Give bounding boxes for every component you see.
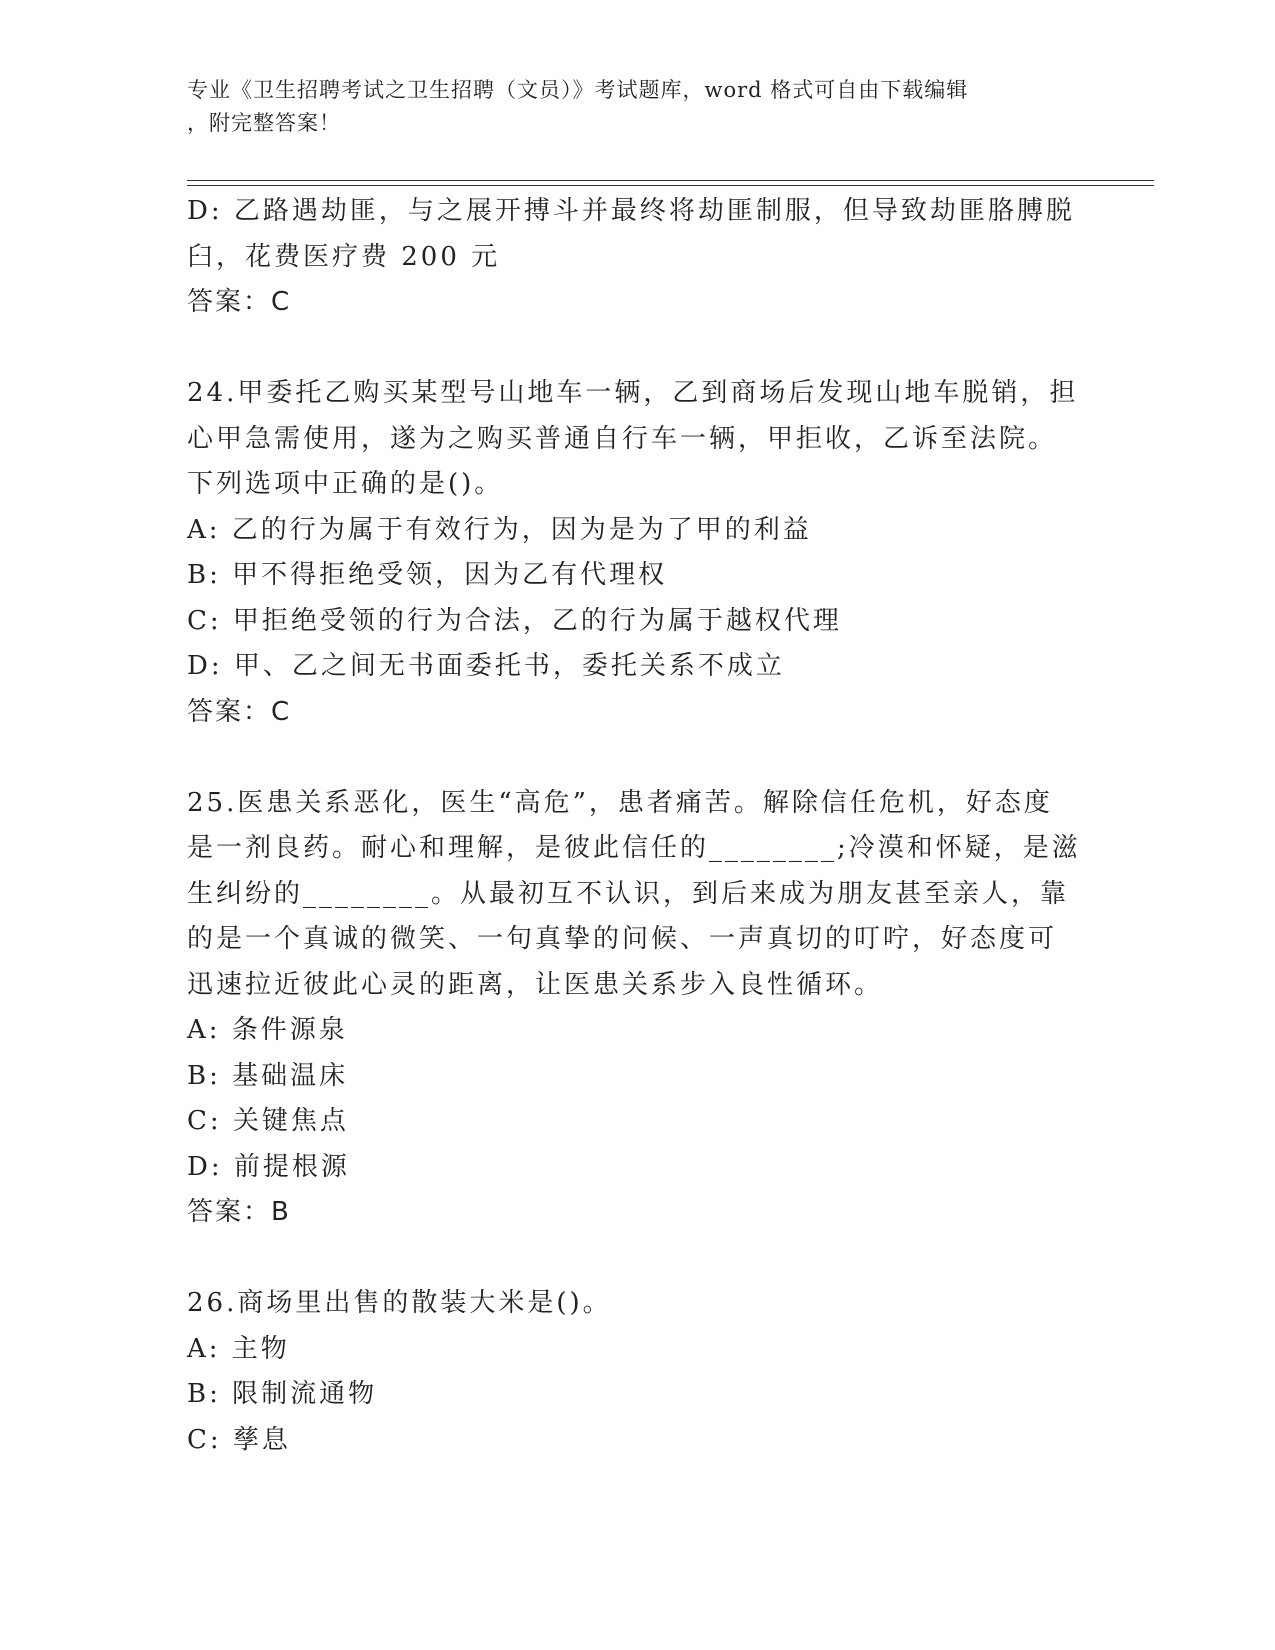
option-d: D: 甲、乙之间无书面委托书，委托关系不成立 (187, 651, 785, 681)
question-stem: 24.甲委托乙购买某型号山地车一辆，乙到商场后发现山地车脱销，担 (187, 378, 1079, 408)
answer: 答案：C (187, 696, 292, 727)
question-26 (187, 1281, 1087, 1463)
option-b: B: 限制流通物 (187, 1379, 378, 1409)
spacer (187, 735, 1087, 781)
header-title-line-2: ，附完整答案！ (187, 111, 341, 135)
option-d: D: 前提根源 (187, 1151, 350, 1182)
question-25 (187, 781, 1087, 1236)
option-c: C: 甲拒绝受领的行为合法，乙的行为属于越权代理 (187, 605, 842, 636)
question-stem: 26.商场里出售的散装大米是()。 (187, 1288, 612, 1318)
option-c: C: 关键焦点 (187, 1106, 349, 1136)
question-23-tail (187, 189, 1087, 326)
question-stem: 心甲急需使用，遂为之购买普通自行车一辆，甲拒收，乙诉至法院。 (187, 423, 1058, 454)
header-divider (187, 180, 1154, 186)
question-stem: 迅速拉近彼此心灵的距离，让医患关系步入良性循环。 (187, 969, 884, 1000)
option-d-continued: 臼，花费医疗费 200 元 (187, 241, 501, 272)
document-body (187, 189, 1087, 1463)
question-stem: 下列选项中正确的是()。 (187, 469, 504, 499)
spacer (187, 326, 1087, 372)
option-b: B: 基础温床 (187, 1060, 349, 1091)
option-a: A: 主物 (187, 1333, 290, 1364)
question-24 (187, 371, 1087, 735)
option-d: D: 乙路遇劫匪，与之展开搏斗并最终将劫匪制服，但导致劫匪胳膊脱 (187, 196, 1075, 226)
question-stem: 25.医患关系恶化，医生“高危”，患者痛苦。解除信任危机，好态度 (187, 787, 1053, 818)
question-stem: 的是一个真诚的微笑、一句真挚的问候、一声真切的叮咛，好态度可 (187, 924, 1058, 954)
answer: 答案：B (187, 1197, 291, 1227)
question-stem: 生纠纷的________。从最初互不认识，到后来成为朋友甚至亲人，靠 (187, 878, 1070, 909)
option-a: A: 乙的行为属于有效行为，因为是为了甲的利益 (187, 514, 812, 545)
option-a: A: 条件源泉 (187, 1015, 348, 1045)
document-header (187, 74, 1067, 140)
spacer (187, 1236, 1087, 1282)
option-c: C: 孳息 (187, 1424, 291, 1455)
option-b: B: 甲不得拒绝受领，因为乙有代理权 (187, 560, 668, 590)
question-stem: 是一剂良药。耐心和理解，是彼此信任的________;冷漠和怀疑，是滋 (187, 833, 1081, 863)
header-title-line-1: 专业《卫生招聘考试之卫生招聘（文员）》考试题库，word 格式可自由下载编辑 (187, 78, 969, 102)
answer: 答案：C (187, 287, 292, 317)
